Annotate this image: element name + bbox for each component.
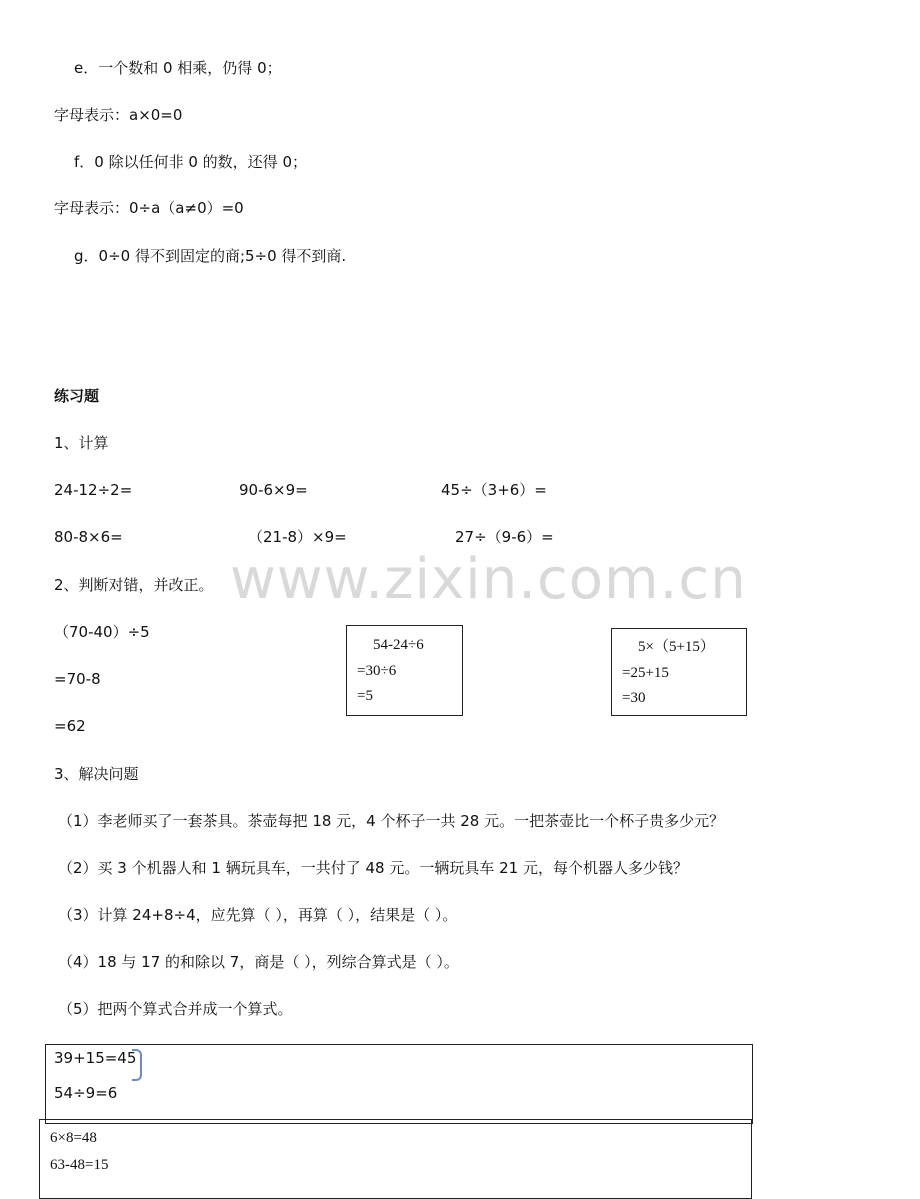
calc-item: 80-8×6= [54,528,123,546]
rule-f: f．0 除以任何非 0 的数，还得 0； [74,153,307,171]
merge-line: 54÷9=6 [54,1084,118,1102]
formula-e: 字母表示：a×0=0 [54,106,183,124]
exercise-heading: 练习题 [54,387,100,405]
problem-3: （3）计算 24+8÷4，应先算（ ），再算（ ），结果是（ ）。 [58,906,458,924]
judge-a-line: =62 [54,717,86,735]
problem-5: （5）把两个算式合并成一个算式。 [58,1000,293,1018]
solve-title: 3、解决问题 [54,765,139,783]
merge-line: 39+15=45 [54,1049,137,1067]
problem-4: （4）18 与 17 的和除以 7，商是（ ），列综合算式是（ ）。 [58,953,459,971]
formula-f: 字母表示：0÷a（a≠0）=0 [54,199,244,217]
judge-c-line: =30 [622,690,646,706]
merge-line: 63-48=15 [50,1157,109,1173]
calc-item: 90-6×9= [239,481,308,499]
judge-c-line: 5×（5+15） [638,639,715,655]
judge-a-line: （70-40）÷5 [54,623,150,641]
rule-e: e．一个数和 0 相乘，仍得 0； [74,59,282,77]
merge-box-2 [39,1119,752,1199]
problem-2: （2）买 3 个机器人和 1 辆玩具车，一共付了 48 元。一辆玩具车 21 元，每个机器人多少钱？ [58,859,688,877]
judge-b-line: =5 [357,688,373,704]
calc-item: 24-12÷2= [54,481,133,499]
merge-line: 6×8=48 [50,1130,97,1146]
judge-b-box [346,625,463,716]
calc-item: （21-8）×9= [248,528,347,546]
judge-c-line: =25+15 [622,665,669,681]
judge-c-box [611,628,747,716]
judge-b-line: 54-24÷6 [373,637,424,653]
judge-a-line: =70-8 [54,670,101,688]
rule-g: g．0÷0 得不到固定的商;5÷0 得不到商. [74,247,347,265]
judge-b-line: =30÷6 [357,663,397,679]
watermark: www.zixin.com.cn [230,547,747,612]
merge-box-1 [45,1044,753,1124]
problem-1: （1）李老师买了一套茶具。茶壶每把 18 元，4 个杯子一共 28 元。一把茶壶比一个杯子贵多少元？ [58,812,725,830]
judge-title: 2、判断对错，并改正。 [54,576,214,594]
brace-icon [132,1049,142,1081]
calc-item: 27÷（9-6）= [455,528,554,546]
calc-title: 1、计算 [54,434,109,452]
calc-item: 45÷（3+6）= [441,481,547,499]
